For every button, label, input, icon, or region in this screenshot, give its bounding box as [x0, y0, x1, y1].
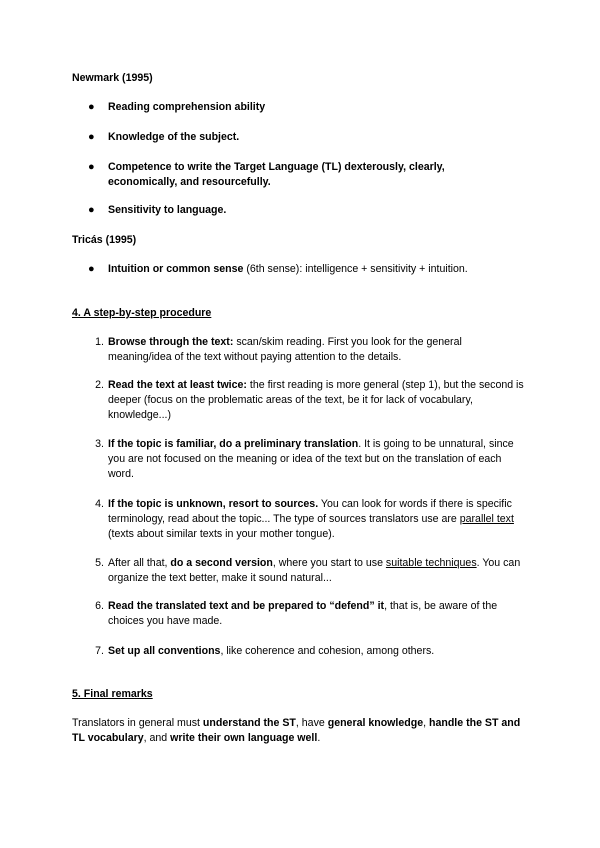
newmark-item-2: Knowledge of the subject. [108, 131, 240, 143]
step-3-rest: . It is going to be unnatural, since you are not focused on the meaning or idea of the text but on the translation of each word. [108, 438, 514, 480]
tricas-item-rest: (6th sense): intelligence + sensitivity + intuition. [243, 263, 468, 275]
procedure-heading: 4. A step-by-step procedure [72, 307, 212, 319]
final-bold: general knowledge [327, 717, 424, 729]
newmark-heading: Newmark (1995) [72, 72, 153, 84]
step-5-rest: , where you start to use [272, 557, 386, 569]
step-3 [108, 437, 528, 482]
step-2-bold: Read the text at least twice: [108, 379, 247, 391]
bullet-icon: ● [88, 101, 95, 113]
step-4-rest2: (texts about similar texts in your mother tongue). [108, 528, 335, 540]
step-number: 5. [95, 557, 104, 569]
step-5-rest2: . You can organize the text better, make it sound natural... [108, 557, 521, 584]
bullet-icon: ● [88, 263, 95, 275]
step-7 [108, 644, 528, 659]
step-4-rest: You can look for words if there is specific terminology, read about the topic... The type of sources translators use are [108, 498, 512, 525]
final-bold: write their own language well [170, 732, 318, 744]
final-text: , and [143, 732, 171, 744]
final-bold: handle the ST and TL vocabulary [72, 717, 521, 744]
final-text: . [317, 732, 321, 744]
step-1 [108, 335, 528, 365]
final-bold: understand the ST [202, 717, 296, 729]
step-4 [108, 497, 528, 542]
step-5-pre: After all that, [108, 557, 171, 569]
tricas-heading: Tricás (1995) [72, 234, 137, 246]
tricas-item-bold: Intuition or common sense [108, 263, 244, 275]
bullet-icon: ● [88, 131, 95, 143]
final-text: , [423, 717, 429, 729]
tricas-item-1 [108, 262, 528, 277]
suitable-techniques-link: suitable techniques [385, 557, 477, 569]
step-2 [108, 378, 528, 423]
step-6-rest: , that is, be aware of the choices you have made. [108, 600, 498, 627]
step-7-rest: , like coherence and cohesion, among others. [220, 645, 435, 657]
step-number: 4. [95, 498, 104, 510]
newmark-item-1: Reading comprehension ability [108, 101, 266, 113]
final-text: , have [295, 717, 328, 729]
step-number: 1. [95, 336, 104, 348]
step-5 [108, 556, 528, 586]
step-1-rest: scan/skim reading. First you look for the general meaning/idea of the text without paying attention to the details. [108, 336, 462, 363]
step-6-bold: Read the translated text and be prepared to “defend” it [108, 600, 385, 612]
step-6 [108, 599, 528, 629]
final-text: Translators in general must [72, 717, 203, 729]
step-4-bold: If the topic is unknown, resort to sources. [108, 498, 319, 510]
bullet-icon: ● [88, 204, 95, 216]
step-number: 7. [95, 645, 104, 657]
step-number: 6. [95, 600, 104, 612]
bullet-icon: ● [88, 161, 95, 173]
parallel-text-link: parallel text [459, 513, 514, 525]
step-number: 2. [95, 379, 104, 391]
step-1-bold: Browse through the text: [108, 336, 234, 348]
step-3-bold: If the topic is familiar, do a preliminary translation [108, 438, 359, 450]
newmark-item-3: Competence to write the Target Language (TL) dexterously, clearly, economically, and resourcefully. [108, 161, 445, 188]
final-heading: 5. Final remarks [72, 688, 153, 700]
final-paragraph [72, 716, 532, 746]
step-2-rest: the first reading is more general (step 1), but the second is deeper (focus on the problematic areas of the text, be it for lack of vocabulary, knowledge...) [108, 379, 524, 421]
step-number: 3. [95, 438, 104, 450]
newmark-item-4: Sensitivity to language. [108, 204, 227, 216]
step-7-bold: Set up all conventions [108, 645, 221, 657]
step-5-bold: do a second version [170, 557, 273, 569]
